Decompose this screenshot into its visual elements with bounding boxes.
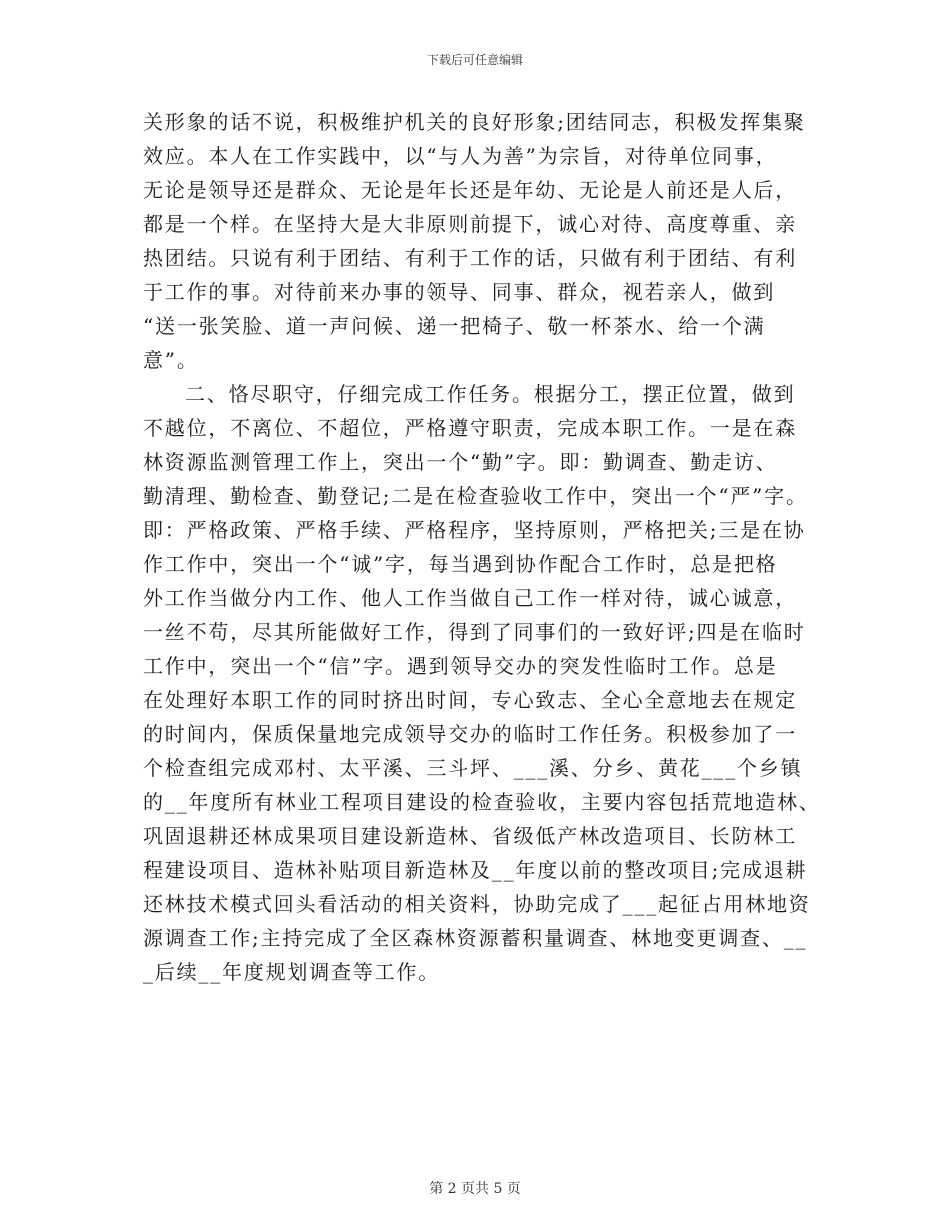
text-line: 在处理好本职工作的同时挤出时间，专心致志、全心全意地去在规定: [143, 688, 797, 712]
text-line: 的时间内，保质保量地完成领导交办的临时工作任务。积极参加了一: [143, 722, 797, 746]
text-line: 源调查工作;主持完成了全区森林资源蓄积量调查、林地变更调查、__: [143, 926, 808, 950]
document-body: [143, 105, 823, 989]
text-line: 程建设项目、造林补贴项目新造林及__年度以前的整改项目;完成退耕: [143, 858, 808, 882]
text-line: 即：严格政策、严格手续、严格程序，坚持原则，严格把关;三是在协: [143, 518, 806, 542]
text-line: 不越位，不离位、不超位，严格遵守职责，完成本职工作。一是在森: [143, 416, 797, 440]
text-line: 还林技术模式回头看活动的相关资料，协助完成了___起征占用林地资: [143, 892, 811, 916]
page-header: 下载后可任意编辑: [426, 53, 523, 67]
text-line: 于工作的事。对待前来办事的领导、同事、群众，视若亲人，做到: [143, 280, 776, 304]
text-line: 勤清理、勤检查、勤登记;二是在检查验收工作中，突出一个“严”字。: [143, 484, 808, 508]
paragraph-start-line: 二、恪尽职守，仔细完成工作任务。根据分工，摆正位置，做到: [185, 382, 796, 406]
text-line: 热团结。只说有利于团结、有利于工作的话，只做有利于团结、有利: [143, 246, 797, 270]
text-line: 的__年度所有林业工程项目建设的检查验收，主要内容包括荒地造林、: [143, 790, 821, 814]
text-line: _后续__年度规划调查等工作。: [143, 960, 440, 984]
text-line: 关形象的话不说，积极维护机关的良好形象;团结同志，积极发挥集聚: [143, 110, 806, 134]
text-line: 工作中，突出一个“信”字。遇到领导交办的突发性临时工作。总是: [143, 654, 778, 678]
text-line: 都是一个样。在坚持大是大非原则前提下，诚心对待、高度尊重、亲: [143, 212, 797, 236]
text-line: 个检查组完成邓村、太平溪、三斗坪、___溪、分乡、黄花___个乡镇: [143, 756, 803, 780]
page-number: 第 2 页共 5 页: [429, 1181, 521, 1197]
text-line: “送一张笑脸、道一声问候、递一把椅子、敬一杯茶水、给一个满: [143, 314, 766, 338]
text-line: 无论是领导还是群众、无论是年长还是年幼、无论是人前还是人后，: [143, 178, 797, 202]
text-line: 效应。本人在工作实践中，以“与人为善”为宗旨，对待单位同事，: [143, 144, 778, 168]
text-line: 林资源监测管理工作上，突出一个“勤”字。即：勤调查、勤走访、: [143, 450, 778, 474]
text-line: 意”。: [143, 348, 199, 372]
text-line: 一丝不苟，尽其所能做好工作，得到了同事们的一致好评;四是在临时: [143, 620, 806, 644]
text-line: 巩固退耕还林成果项目建设新造林、省级低产林改造项目、长防林工: [143, 824, 797, 848]
text-line: 作工作中，突出一个“诚”字，每当遇到协作配合工作时，总是把格: [143, 552, 778, 576]
text-line: 外工作当做分内工作、他人工作当做自己工作一样对待，诚心诚意，: [143, 586, 797, 610]
